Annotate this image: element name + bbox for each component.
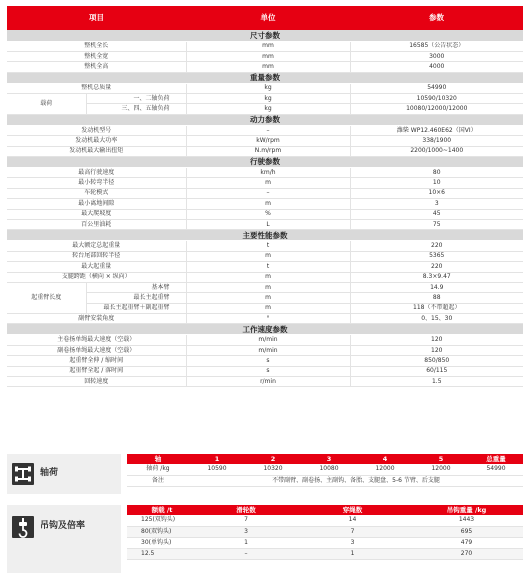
axle-header-cell: 2 xyxy=(245,454,301,464)
table-row xyxy=(7,241,523,251)
row-unit: kg xyxy=(186,83,350,93)
hook-header-cell: 额载 /t xyxy=(127,505,197,515)
hook-header-cell: 穿绳数 xyxy=(295,505,410,515)
row-name: 发动机最大输出扭矩 xyxy=(7,146,186,156)
section-row xyxy=(7,157,523,168)
row-value: 338/1900 xyxy=(350,136,523,146)
hook-table xyxy=(127,505,523,560)
row-value: 850/850 xyxy=(350,356,523,366)
hook-cell: – xyxy=(197,548,295,559)
section-title: 重量参数 xyxy=(7,72,523,83)
row-group: 起重臂长度 xyxy=(7,282,86,313)
axle-header-cell: 4 xyxy=(357,454,413,464)
row-unit: L xyxy=(186,219,350,229)
hook-cell: 3 xyxy=(197,526,295,537)
row-value: 14.9 xyxy=(350,282,523,292)
row-value: 2200/1000~1400 xyxy=(350,146,523,156)
row-name: 副臂安装角度 xyxy=(7,314,186,324)
spec-header-row xyxy=(7,6,523,30)
row-name: 最小离地间隙 xyxy=(7,199,186,209)
table-row xyxy=(7,377,523,387)
row-value: 4000 xyxy=(350,62,523,72)
axle-cell: 10590 xyxy=(189,464,245,475)
table-row xyxy=(7,178,523,188)
axle-label: 轴荷 xyxy=(40,468,59,478)
row-unit: ° xyxy=(186,314,350,324)
row-unit: s xyxy=(186,366,350,376)
axle-chassis-icon xyxy=(12,463,34,485)
table-row xyxy=(7,199,523,209)
row-value: 118（不带超起） xyxy=(350,303,523,313)
row-value: 1.5 xyxy=(350,377,523,387)
row-value: 120 xyxy=(350,345,523,355)
hook-cell: 3 xyxy=(295,537,410,548)
row-unit: kg xyxy=(186,94,350,104)
spec-table xyxy=(7,6,523,387)
axle-header-cell: 3 xyxy=(301,454,357,464)
table-row xyxy=(127,537,523,548)
table-row xyxy=(7,94,523,104)
axle-cell: 10320 xyxy=(245,464,301,475)
row-unit: t xyxy=(186,262,350,272)
axle-cell: 54990 xyxy=(469,464,523,475)
row-unit: kW/rpm xyxy=(186,136,350,146)
table-row xyxy=(7,356,523,366)
row-group: 载荷 xyxy=(7,94,86,115)
section-title: 工作速度参数 xyxy=(7,324,523,335)
hook-cell: 695 xyxy=(410,526,523,537)
row-name: 最长主起重臂＋副起重臂 xyxy=(86,303,186,313)
row-value: 5365 xyxy=(350,251,523,261)
axle-label-box xyxy=(7,454,121,494)
hook-cell: 30(单钩头) xyxy=(127,537,197,548)
table-row xyxy=(7,262,523,272)
row-value: 10×6 xyxy=(350,188,523,198)
table-row xyxy=(7,136,523,146)
row-value: 8.3×9.47 xyxy=(350,272,523,282)
row-value: 75 xyxy=(350,219,523,229)
table-row xyxy=(127,548,523,559)
hook-cell: 479 xyxy=(410,537,523,548)
row-name: 起重臂全伸 / 缩时间 xyxy=(7,356,186,366)
row-unit: m xyxy=(186,303,350,313)
hook-cell: 125(双钩头) xyxy=(127,515,197,526)
section-title: 行驶参数 xyxy=(7,157,523,168)
row-name: 发动机最大功率 xyxy=(7,136,186,146)
section-row xyxy=(7,30,523,41)
row-name: 最大额定总起重量 xyxy=(7,241,186,251)
row-value: 10 xyxy=(350,178,523,188)
hook-header-cell: 吊钩重量 /kg xyxy=(410,505,523,515)
table-row xyxy=(7,62,523,72)
hook-cell: 270 xyxy=(410,548,523,559)
row-unit: N.m/rpm xyxy=(186,146,350,156)
row-name: 最大起重量 xyxy=(7,262,186,272)
hook-header-cell: 滑轮数 xyxy=(197,505,295,515)
section-row xyxy=(7,324,523,335)
hook-cell: 1 xyxy=(295,548,410,559)
hook-section xyxy=(7,505,523,573)
table-row xyxy=(7,168,523,178)
axle-header-cell: 5 xyxy=(413,454,469,464)
hook-cell: 80(双钩头) xyxy=(127,526,197,537)
row-value: 220 xyxy=(350,241,523,251)
axle-table xyxy=(127,454,523,487)
row-name: 支腿跨距（横向 × 纵向） xyxy=(7,272,186,282)
table-row xyxy=(7,272,523,282)
row-unit: m xyxy=(186,178,350,188)
axle-cell: 10080 xyxy=(301,464,357,475)
row-value: 80 xyxy=(350,168,523,178)
row-name: 百公里油耗 xyxy=(7,219,186,229)
table-row xyxy=(7,41,523,51)
row-unit: – xyxy=(186,188,350,198)
table-row xyxy=(7,251,523,261)
row-name: 整机全高 xyxy=(7,62,186,72)
row-name: 转台尾部回转半径 xyxy=(7,251,186,261)
row-name: 最大爬坡度 xyxy=(7,209,186,219)
crane-hook-icon xyxy=(12,516,34,538)
header-param: 参数 xyxy=(350,6,523,30)
header-unit: 单位 xyxy=(186,6,350,30)
axle-cell: 12000 xyxy=(413,464,469,475)
row-value: 16585（公告状态） xyxy=(350,41,523,51)
table-row xyxy=(7,282,523,292)
row-name: 整机总质量 xyxy=(7,83,186,93)
axle-note-label: 备注 xyxy=(127,475,189,486)
row-name: 最小转弯半径 xyxy=(7,178,186,188)
row-unit: t xyxy=(186,241,350,251)
row-name: 一、二轴负荷 xyxy=(86,94,186,104)
row-value: 10590/10320 xyxy=(350,94,523,104)
hook-cell: 7 xyxy=(295,526,410,537)
row-value: 3000 xyxy=(350,51,523,61)
table-row xyxy=(7,314,523,324)
table-row xyxy=(7,125,523,135)
hook-cell: 7 xyxy=(197,515,295,526)
section-row xyxy=(7,114,523,125)
row-unit: m xyxy=(186,251,350,261)
row-name: 最长主起重臂 xyxy=(86,293,186,303)
axle-note: 不带副臂、副卷扬、主副钩、备胎、支腿盘、5-6 节臂、后支腿 xyxy=(189,475,523,486)
table-row xyxy=(7,146,523,156)
axle-load-section xyxy=(7,454,523,494)
row-unit: m/min xyxy=(186,335,350,345)
table-row xyxy=(7,366,523,376)
section-row xyxy=(7,72,523,83)
row-value: 45 xyxy=(350,209,523,219)
row-value: 54990 xyxy=(350,83,523,93)
row-name: 发动机型号 xyxy=(7,125,186,135)
row-unit: m/min xyxy=(186,345,350,355)
table-row xyxy=(7,335,523,345)
section-title: 尺寸参数 xyxy=(7,30,523,41)
hook-cell: 1443 xyxy=(410,515,523,526)
row-unit: s xyxy=(186,356,350,366)
axle-note-row xyxy=(127,475,523,486)
table-row xyxy=(127,515,523,526)
row-unit: kg xyxy=(186,104,350,114)
row-unit: mm xyxy=(186,41,350,51)
row-value: 10080/12000/12000 xyxy=(350,104,523,114)
row-value: 60/115 xyxy=(350,366,523,376)
row-name: 副卷扬单绳最大速度（空载） xyxy=(7,345,186,355)
row-name: 最高行驶速度 xyxy=(7,168,186,178)
row-value: 潍柴 WP12.460E62（国VI） xyxy=(350,125,523,135)
row-unit: m xyxy=(186,199,350,209)
table-row xyxy=(7,209,523,219)
row-value: 88 xyxy=(350,293,523,303)
table-row xyxy=(7,345,523,355)
axle-load-row xyxy=(127,464,523,475)
row-name: 基本臂 xyxy=(86,282,186,292)
hook-label: 吊钩及倍率 xyxy=(40,521,86,531)
row-value: 3 xyxy=(350,199,523,209)
row-unit: mm xyxy=(186,62,350,72)
row-value: 0、15、30 xyxy=(350,314,523,324)
row-name: 整机全宽 xyxy=(7,51,186,61)
hook-header-row xyxy=(127,505,523,515)
row-unit: r/min xyxy=(186,377,350,387)
row-name: 起重臂全起 / 落时间 xyxy=(7,366,186,376)
row-unit: mm xyxy=(186,51,350,61)
row-unit: km/h xyxy=(186,168,350,178)
row-name: 主卷扬单绳最大速度（空载） xyxy=(7,335,186,345)
axle-cell: 12000 xyxy=(357,464,413,475)
section-title: 主要性能参数 xyxy=(7,230,523,241)
hook-label-box xyxy=(7,505,121,573)
row-name: 回转速度 xyxy=(7,377,186,387)
row-unit: m xyxy=(186,293,350,303)
row-value: 120 xyxy=(350,335,523,345)
table-row xyxy=(7,188,523,198)
row-unit: % xyxy=(186,209,350,219)
hook-cell: 12.5 xyxy=(127,548,197,559)
hook-cell: 14 xyxy=(295,515,410,526)
row-name: 车轮模式 xyxy=(7,188,186,198)
row-unit: m xyxy=(186,272,350,282)
axle-header-cell: 总重量 xyxy=(469,454,523,464)
axle-header-cell: 1 xyxy=(189,454,245,464)
axle-cell: 轴荷 /kg xyxy=(127,464,189,475)
row-value: 220 xyxy=(350,262,523,272)
row-unit: – xyxy=(186,125,350,135)
table-row xyxy=(127,526,523,537)
axle-header-cell: 轴 xyxy=(127,454,189,464)
table-row xyxy=(7,219,523,229)
table-row xyxy=(7,51,523,61)
table-row xyxy=(7,83,523,93)
section-title: 动力参数 xyxy=(7,114,523,125)
row-unit: m xyxy=(186,282,350,292)
hook-cell: 1 xyxy=(197,537,295,548)
axle-header-row xyxy=(127,454,523,464)
row-name: 整机全长 xyxy=(7,41,186,51)
header-item: 项目 xyxy=(7,6,186,30)
section-row xyxy=(7,230,523,241)
row-name: 三、四、五轴负荷 xyxy=(86,104,186,114)
